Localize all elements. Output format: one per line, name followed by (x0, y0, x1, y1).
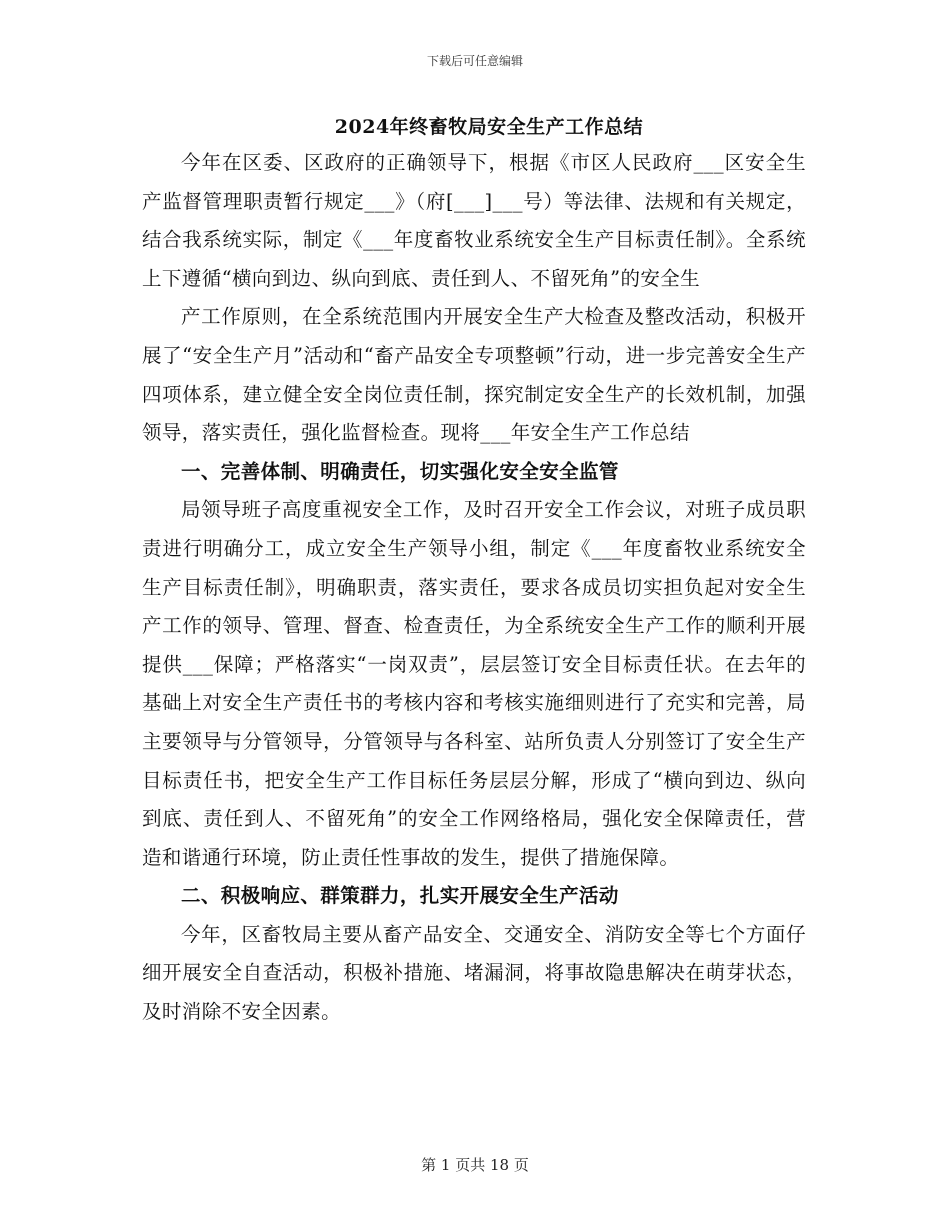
document-body (142, 110, 806, 1032)
intro-paragraph-1: 今年在区委、区政府的正确领导下，根据《市区人民政府___区安全生产监督管理职责暂行规定___》（府[___]___号）等法律、法规和有关规定，结合我系统实际，制定《___年度畜牧业系统安全生产目标责任制》。全系统上下遵循“横向到边、纵向到底、责任到人、不留死角”的安全生 (142, 151, 806, 290)
section-1-heading: 一、完善体制、明确责任，切实强化安全安全监管 (181, 459, 619, 483)
section-2-body: 今年，区畜牧局主要从畜产品安全、交通安全、消防安全等七个方面仔细开展安全自查活动，积极补措施、堵漏洞，将事故隐患解决在萌芽状态，及时消除不安全因素。 (142, 922, 806, 1024)
page-header-note: 下载后可任意编辑 (426, 54, 523, 68)
intro-paragraph-2: 产工作原则，在全系统范围内开展安全生产大检查及整改活动，积极开展了“安全生产月”活动和“畜产品安全专项整顿”行动，进一步完善安全生产四项体系，建立健全安全岗位责任制，探究制定安全生产的长效机制，加强领导，落实责任，强化监督检查。现将___年安全生产工作总结 (142, 305, 806, 445)
page-number: 第 1 页共 18 页 (421, 1156, 529, 1174)
section-2-heading: 二、积极响应、群策群力，扎实开展安全生产活动 (181, 884, 619, 908)
section-1-body: 局领导班子高度重视安全工作，及时召开安全工作会议，对班子成员职责进行明确分工，成立安全生产领导小组，制定《___年度畜牧业系统安全生产目标责任制》，明确职责，落实责任，要求各成员切实担负起对安全生产工作的领导、管理、督查、检查责任，为全系统安全生产工作的顺利开展提供___保障；严格落实“一岗双责”，层层签订安全目标责任状。在去年的基础上对安全生产责任书的考核内容和考核实施细则进行了充实和完善，局主要领导与分管领导，分管领导与各科室、站所负责人分别签订了安全生产目标责任书，把安全生产工作目标任务层层分解，形成了“横向到边、纵向到底、责任到人、不留死角”的安全工作网络格局，强化安全保障责任，营造和谐通行环境，防止责任性事故的发生，提供了措施保障。 (142, 498, 806, 869)
document-title: 2024年终畜牧局安全生产工作总结 (334, 116, 644, 138)
